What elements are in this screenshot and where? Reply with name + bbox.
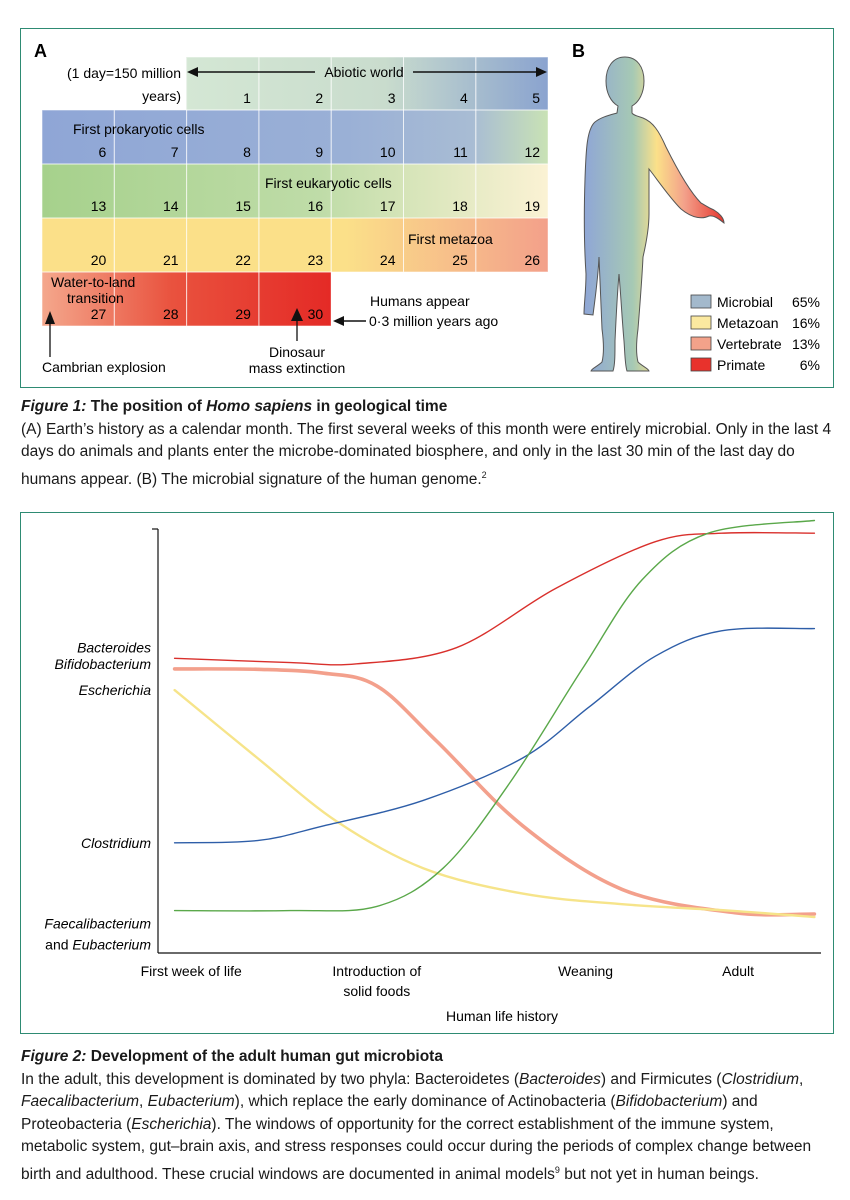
y-series-label: Escherichia (78, 682, 151, 699)
day-number: 10 (379, 144, 396, 160)
caption-fragment: but not yet in human beings. (559, 1165, 759, 1183)
abiotic-label: Abiotic world (324, 64, 404, 80)
event-eukaryotic: First eukaryotic cells (265, 175, 392, 191)
legend (691, 294, 820, 373)
figure2-caption-body (21, 1071, 811, 1183)
y-series-label: Bacteroides (77, 639, 151, 656)
series-line-clostridium (175, 628, 815, 843)
figure1-caption-title (21, 396, 833, 419)
figure1-caption-title-pre: The position of (86, 398, 207, 415)
legend-value: 6% (799, 357, 820, 373)
x-tick-label: First week of life (140, 963, 242, 979)
event-humans-2: 0·3 million years ago (369, 313, 499, 329)
day-number: 22 (235, 252, 251, 268)
caption-fragment: 9 (554, 1164, 560, 1175)
figure2-chart (21, 513, 833, 1033)
event-dinosaur-2: mass extinction (248, 360, 346, 376)
figure1-graphic (21, 29, 833, 387)
x-tick-label: Introduction of (332, 963, 422, 979)
event-humans-1: Humans appear (370, 293, 470, 309)
figure2-panel (20, 512, 834, 1034)
caption-fragment: ), which replace the early dominance of Actinobacteria ( (234, 1093, 616, 1110)
day-number: 2 (315, 90, 324, 106)
caption-fragment: , (798, 1070, 804, 1088)
legend-swatch (691, 316, 711, 329)
series-line-faecalibacterium-and-eubacterium (175, 521, 815, 911)
day-number: 5 (532, 90, 541, 106)
event-prokaryotic: First prokaryotic cells (73, 121, 205, 137)
y-series-label: and Eubacterium (45, 936, 151, 953)
day-number: 3 (387, 90, 396, 106)
y-series-label: Clostridium (80, 834, 151, 851)
day-number: 9 (315, 144, 324, 160)
figure1-caption-title-em: Homo sapiens (206, 398, 313, 415)
legend-swatch (691, 295, 711, 308)
day-number: 4 (460, 90, 468, 106)
figure1-caption (21, 396, 833, 491)
x-tick-label: solid foods (343, 983, 411, 999)
figure2-caption (21, 1046, 833, 1186)
day-number: 21 (163, 252, 179, 268)
scale-note-line2: years) (142, 88, 181, 104)
caption-fragment: Clostridium (721, 1070, 799, 1088)
legend-label: Primate (717, 357, 766, 373)
row-eukaryotic (42, 164, 548, 218)
series-line-bacteroides (175, 533, 815, 665)
figure1-panel (20, 28, 834, 388)
caption-fragment: Eubacterium (147, 1093, 235, 1110)
caption-fragment: Bifidobacterium (615, 1093, 723, 1110)
legend-swatch (691, 337, 711, 350)
day-number: 25 (452, 252, 468, 268)
day-number: 15 (235, 198, 251, 214)
legend-label: Metazoan (717, 315, 779, 331)
day-number: 26 (524, 252, 541, 268)
day-number: 7 (170, 144, 179, 160)
day-number: 8 (243, 144, 251, 160)
legend-value: 65% (791, 294, 820, 310)
y-series-label: Faecalibacterium (44, 915, 151, 932)
legend-label: Vertebrate (717, 336, 782, 352)
series-line-bifidobacterium (175, 669, 815, 915)
caption-fragment: , (139, 1093, 148, 1110)
caption-fragment: In the adult, this development is dominated by two phyla: Bacteroidetes ( (21, 1070, 520, 1088)
day-number: 24 (379, 252, 396, 268)
event-water-to-land-2: transition (67, 290, 124, 306)
event-dinosaur-1: Dinosaur (268, 344, 326, 360)
caption-fragment: ) and Firmicutes ( (600, 1070, 722, 1088)
figure1-caption-ref: 2 (481, 469, 487, 480)
legend-label: Microbial (717, 294, 774, 310)
day-number: 1 (243, 90, 251, 106)
figure2-caption-title (21, 1046, 833, 1069)
x-tick-label: Weaning (558, 963, 614, 979)
caption-fragment: Bacteroides (519, 1070, 601, 1088)
day-number: 12 (524, 144, 541, 160)
day-number: 14 (163, 198, 179, 214)
day-number: 28 (163, 306, 179, 322)
caption-fragment: Faecalibacterium (21, 1093, 140, 1110)
day-number: 27 (90, 306, 107, 322)
figure1-caption-title-post: in geological time (312, 398, 448, 415)
x-tick-label: Adult (722, 963, 755, 979)
day-number: 20 (90, 252, 107, 268)
figure1-caption-label: Figure 1: (21, 398, 87, 415)
figure2-caption-label: Figure 2: (21, 1048, 87, 1065)
day-number: 6 (98, 144, 107, 160)
day-number: 19 (524, 198, 541, 214)
caption-fragment: ). The windows of opportunity for the correct establishment of the immune system, metabolic system, gut–brain axis, and stress responses could occur during the periods of complex change between birth and adulthood. These crucial windows are documented in animal models (21, 1115, 812, 1183)
x-ticks (141, 963, 755, 999)
event-metazoa: First metazoa (408, 231, 493, 247)
day-number: 23 (307, 252, 324, 268)
figure1-caption-body: (A) Earth’s history as a calendar month. The first several weeks of this month were entirely microbial. Only in the last 4 days do animals and plants enter the microbe-dominated biosphere, and only in the last 30 min of the last day do humans appear. (B) The microbial signature of the human genome. (21, 420, 832, 488)
legend-value: 13% (791, 336, 820, 352)
caption-fragment: Escherichia (131, 1115, 212, 1133)
figure2-caption-title-text: Development of the adult human gut microbiota (86, 1048, 443, 1065)
day-number: 30 (307, 306, 324, 322)
day-number: 17 (379, 198, 396, 214)
day-number: 11 (453, 144, 468, 160)
legend-value: 16% (791, 315, 820, 331)
row-prokaryotic (42, 110, 548, 164)
day-number: 13 (90, 198, 107, 214)
scale-note-line1: (1 day=150 million (66, 65, 181, 81)
day-number: 16 (307, 198, 324, 214)
chart-axes (152, 529, 821, 953)
humans-arrow (333, 316, 366, 326)
panel-a-label: A (34, 41, 47, 61)
event-cambrian: Cambrian explosion (42, 359, 166, 375)
x-axis-label: Human life history (445, 1008, 559, 1024)
series-group (175, 521, 815, 918)
event-water-to-land-1: Water-to-land (51, 274, 136, 290)
caption-fragment: ) and Proteobacteria ( (21, 1093, 758, 1133)
day-number: 18 (452, 198, 468, 214)
legend-swatch (691, 358, 711, 371)
y-series-label: Bifidobacterium (54, 655, 151, 672)
panel-b-label: B (572, 41, 585, 61)
y-labels (44, 640, 151, 953)
day-number: 29 (235, 306, 251, 322)
